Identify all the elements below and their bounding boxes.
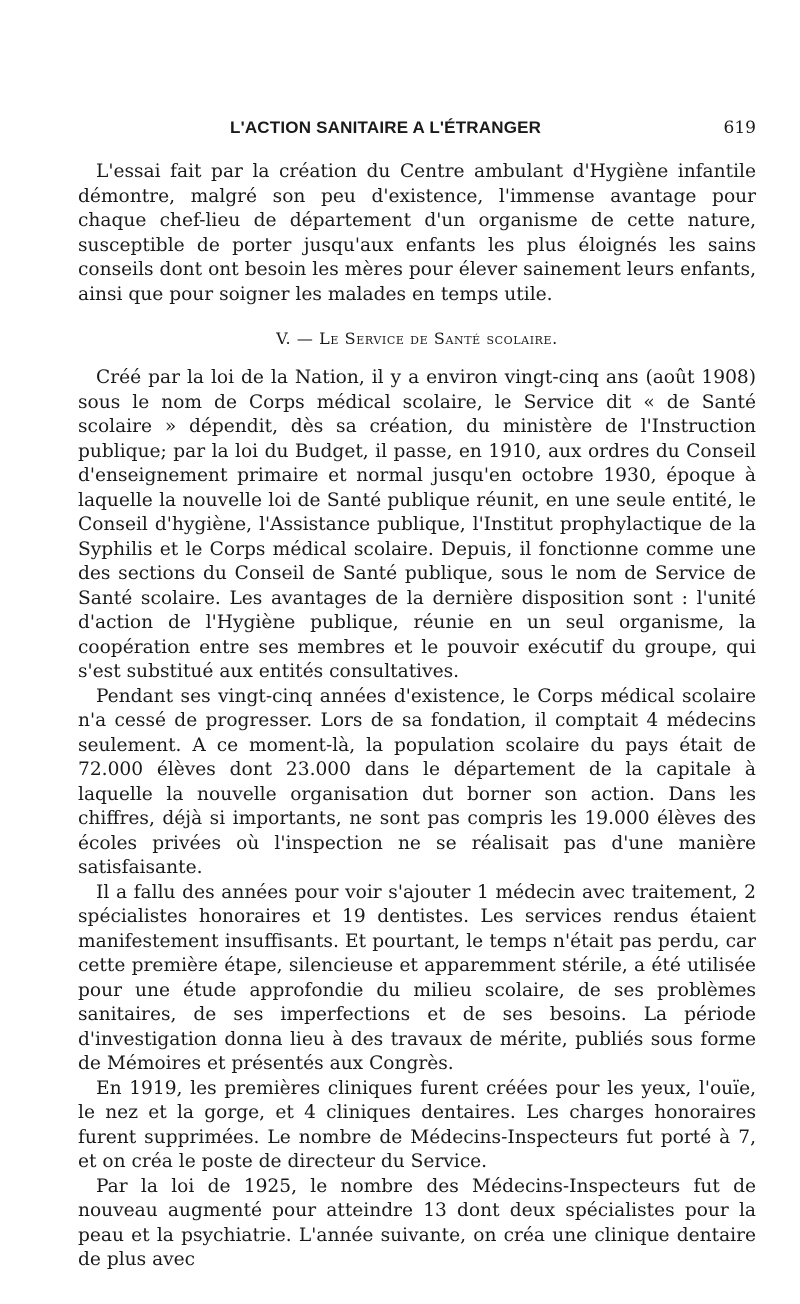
body-paragraph-2: Pendant ses vingt-cinq années d'existence, le Corps médical scolaire n'a cessé de progresser. Lors de sa fondation, il comptait 4 médecins seulement. A ce moment-là, la population scolaire du pays était de 72.000 élèves dont 23.000 dans le département de la capitale à laquelle la nouvelle organisation dut borner son action. Dans les chiffres, déjà si importants, ne sont pas compris les 19.000 élèves des écoles privées où l'inspection ne se réalisait pas d'une manière satisfaisante. (78, 685, 756, 878)
running-header (78, 118, 756, 146)
body-paragraph-1: Créé par la loi de la Nation, il y a environ vingt-cinq ans (août 1908) sous le nom de Corps médical scolaire, le Service dit « de Santé scolaire » dépendit, dès sa création, du ministère de l'Instruction publique; par la loi du Budget, il passe, en 1910, aux ordres du Conseil d'enseignement primaire et normal jusqu'en octobre 1930, époque à laquelle la nouvelle loi de Santé publique réunit, en une seule entité, le Conseil d'hygiène, l'Assistance publique, l'Institut prophylactique de la Syphilis et le Corps médical scolaire. Depuis, il fonctionne comme une des sections du Conseil de Santé publique, sous le nom de Service de Santé scolaire. Les avantages de la dernière disposition sont : l'unité d'action de l'Hygiène publique, réunie en un seul organisme, la coopération entre ses membres et le pouvoir exécutif du groupe, qui s'est substitué aux entités consultatives. (78, 367, 756, 682)
body-paragraph-5: Par la loi de 1925, le nombre des Médecins-Inspecteurs fut de nouveau augmenté pour atteindre 13 dont deux spécialistes pour la peau et la psychiatrie. L'année suivante, on créa une clinique dentaire de plus avec (78, 1175, 756, 1270)
intro-paragraph: L'essai fait par la création du Centre ambulant d'Hygiène infantile démontre, malgré son peu d'existence, l'immense avantage pour chaque chef-lieu de département d'un organisme de cette nature, susceptible de porter jusqu'aux enfants les plus éloignés les sains conseils dont ont besoin les mères pour élever sainement leurs enfants, ainsi que pour soigner les malades en temps utile. (78, 161, 756, 305)
document-page (78, 118, 756, 1273)
body-paragraph-4: En 1919, les premières cliniques furent créées pour les yeux, l'ouïe, le nez et la gorge, et 4 cliniques dentaires. Les charges honoraires furent supprimées. Le nombre de Médecins-Inspecteurs fut porté à 7, et on créa le poste de directeur du Service. (78, 1077, 756, 1172)
section-heading: V. — Le Service de Santé scolaire. (276, 329, 558, 348)
running-title: L'ACTION SANITAIRE A L'ÉTRANGER (230, 118, 542, 137)
page-number: 619 (723, 118, 756, 138)
body-paragraph-3: Il a fallu des années pour voir s'ajouter 1 médecin avec traitement, 2 spécialistes honoraires et 19 dentistes. Les services rendus étaient manifestement insuffisants. Et pourtant, le temps n'était pas perdu, car cette première étape, silencieuse et apparemment stérile, a été utilisée pour une étude approfondie du milieu scolaire, de ses problèmes sanitaires, de ses imperfections et de ses besoins. La période d'investigation donna lieu à des travaux de mérite, publiés sous forme de Mémoires et présentés aux Congrès. (78, 881, 756, 1074)
